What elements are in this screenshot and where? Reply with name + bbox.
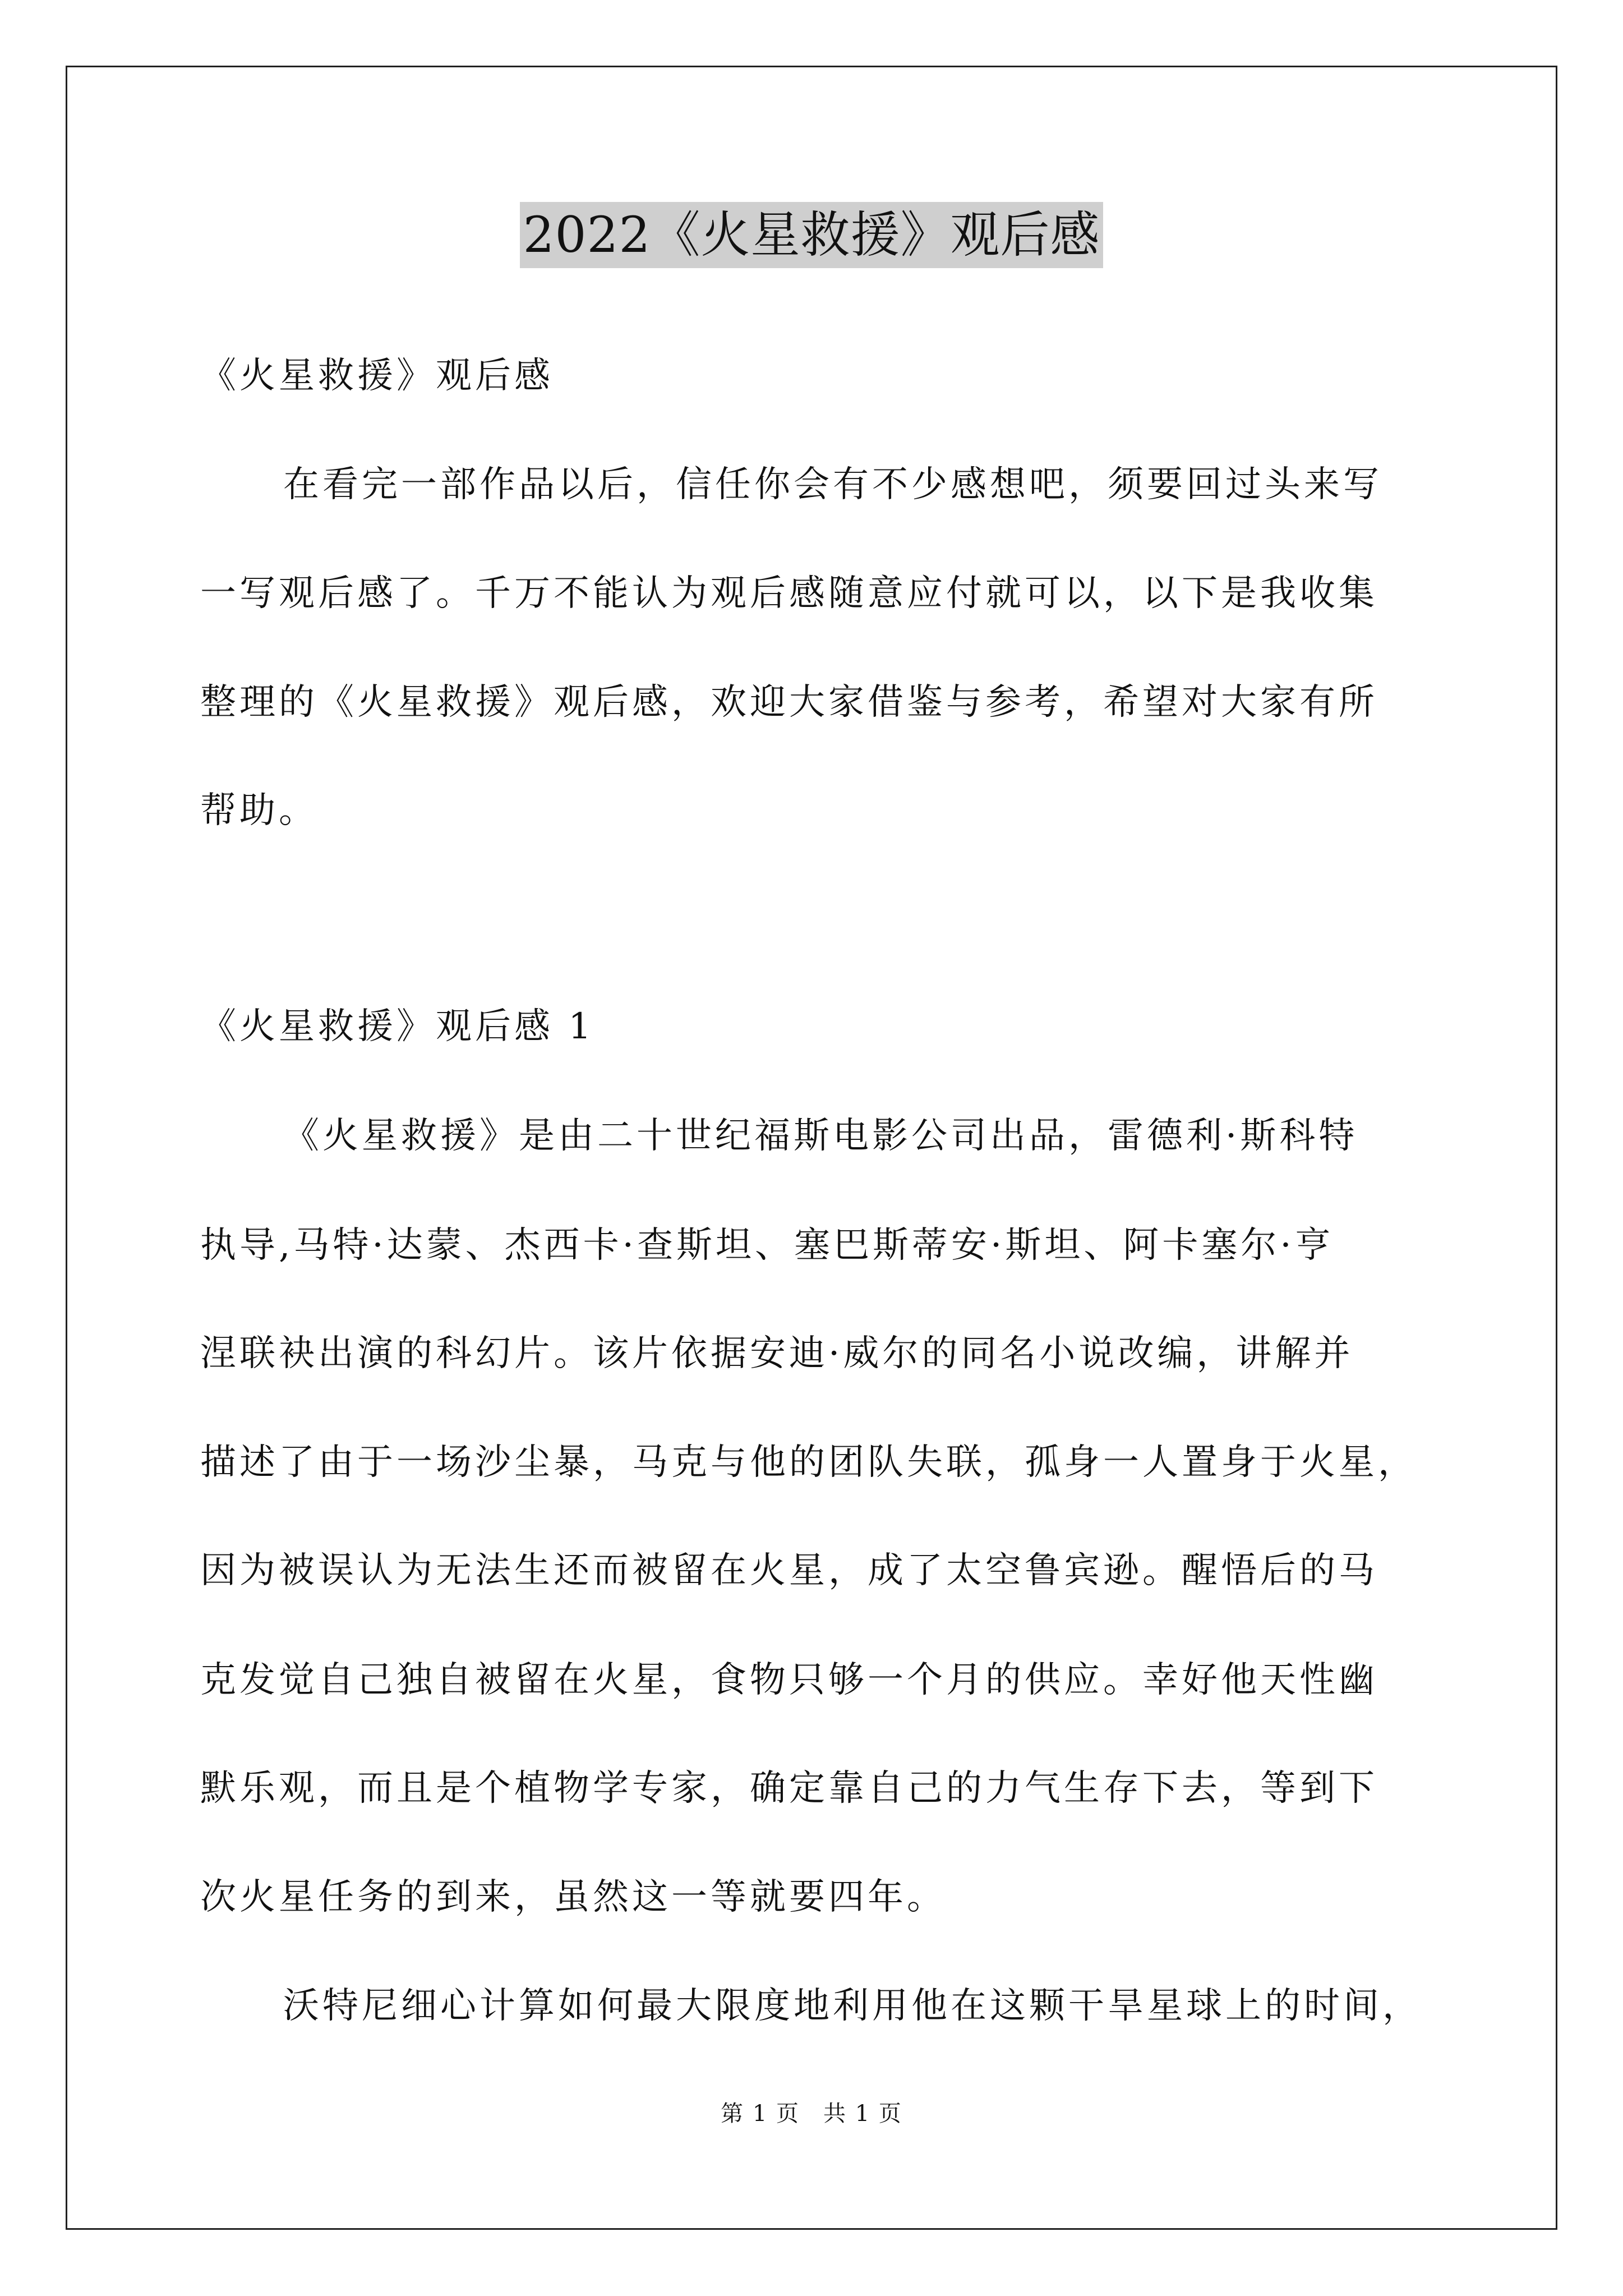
- intro-line: 一写观后感了。千万不能认为观后感随意应付就可以，以下是我收集: [200, 573, 1378, 614]
- body-line: 描述了由于一场沙尘暴，马克与他的团队失联，孤身一人置身于火星，: [200, 1442, 1417, 1483]
- body-line: 执导,马特·达蒙、杰西卡·查斯坦、塞巴斯蒂安·斯坦、阿卡塞尔·亨: [200, 1225, 1334, 1266]
- body-line: 涅联袂出演的科幻片。该片依据安迪·威尔的同名小说改编，讲解并: [200, 1333, 1354, 1374]
- intro-line: 帮助。: [200, 790, 318, 831]
- section-heading: 《火星救援》观后感 1: [200, 1006, 595, 1047]
- body-line: 因为被误认为无法生还而被留在火星，成了太空鲁宾逊。醒悟后的马: [200, 1550, 1378, 1591]
- page-footer: 第 1 页 共 1 页: [721, 2101, 902, 2127]
- subtitle-heading: 《火星救援》观后感: [200, 355, 554, 397]
- body-line: 《火星救援》是由二十世纪福斯电影公司出品，雷德利·斯科特: [283, 1115, 1358, 1157]
- body-line: 沃特尼细心计算如何最大限度地利用他在这颗干旱星球上的时间，: [283, 1985, 1422, 2027]
- body-line: 次火星任务的到来，虽然这一等就要四年。: [200, 1876, 946, 1918]
- title-container: [0, 202, 1623, 268]
- document-title: 2022《火星救援》观后感: [520, 202, 1104, 268]
- body-line: 克发觉自己独自被留在火星，食物只够一个月的供应。幸好他天性幽: [200, 1659, 1378, 1701]
- body-line: 默乐观，而且是个植物学专家，确定靠自己的力气生存下去，等到下: [200, 1768, 1378, 1809]
- intro-line: 整理的《火星救援》观后感，欢迎大家借鉴与参考，希望对大家有所: [200, 682, 1378, 723]
- intro-line: 在看完一部作品以后，信任你会有不少感想吧，须要回过头来写: [283, 464, 1382, 505]
